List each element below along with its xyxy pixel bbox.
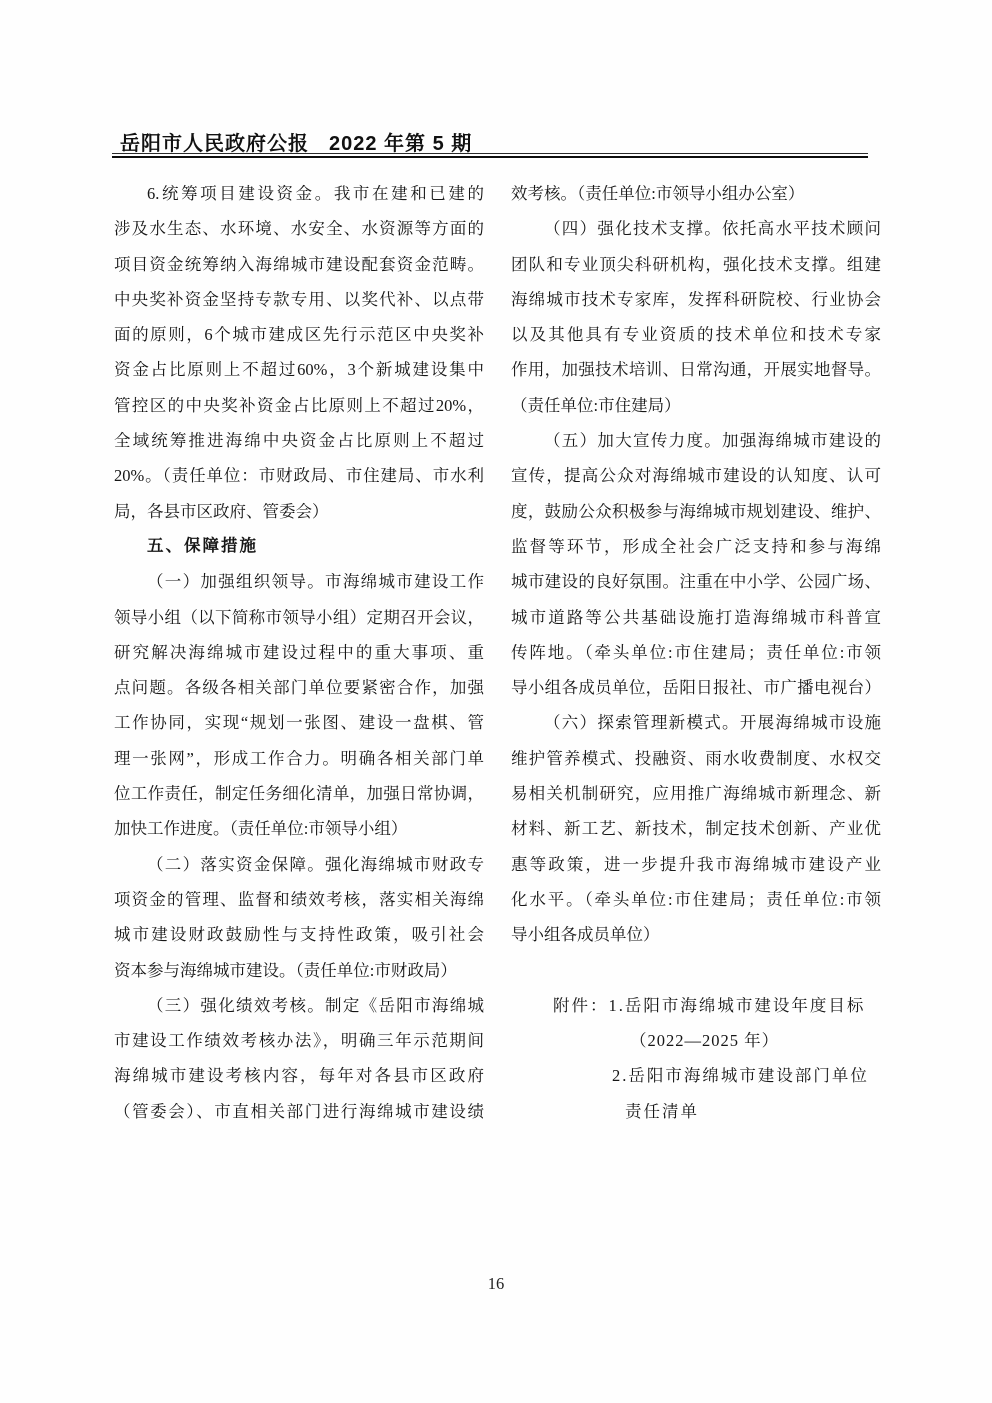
right-column [511, 176, 881, 1129]
blank-line [511, 953, 881, 988]
text-line: 理一张网”，形成工作合力。明确各相关部门单 [114, 748, 484, 768]
attachment-line: 附件：1.岳阳市海绵城市建设年度目标 [553, 995, 866, 1015]
text-line: 资金占比原则上不超过60%，3个新城建设集中 [114, 360, 484, 380]
attachment-line: （2022—2025 年） [630, 1031, 780, 1051]
text-line: 6.统筹项目建设资金。我市在建和已建的 [147, 184, 484, 203]
left-column [114, 176, 484, 1129]
attachment-line: 责任清单 [625, 1101, 699, 1121]
text-line: 项目资金统筹纳入海绵城市建设配套资金范畴。 [114, 254, 484, 274]
text-line: 局，各县市区政府、管委会） [114, 501, 329, 521]
text-line: 市建设工作绩效考核办法》，明确三年示范期间 [114, 1031, 484, 1051]
text-line: 导小组各成员单位） [511, 925, 660, 945]
text-line: 惠等政策，进一步提升我市海绵城市建设产业 [511, 854, 881, 874]
text-line: 宣传，提高公众对海绵城市建设的认知度、认可 [511, 466, 881, 486]
text-line: 工作协同，实现“规划一张图、建设一盘棋、管 [114, 713, 484, 733]
text-line: （三）强化绩效考核。制定《岳阳市海绵城 [147, 995, 484, 1015]
page-header [120, 127, 472, 156]
text-line: （管委会）、市直相关部门进行海绵城市建设绩 [114, 1101, 484, 1121]
header-rule [112, 153, 868, 158]
text-line: 全域统筹推进海绵中央资金占比原则上不超过 [114, 431, 484, 451]
text-line: 位工作责任，制定任务细化清单，加强日常协调， [114, 784, 484, 804]
text-line: （六）探索管理新模式。开展海绵城市设施 [544, 713, 881, 733]
text-line: 中央奖补资金坚持专款专用、以奖代补、以点带 [114, 289, 484, 309]
page-number: 16 [487, 1274, 505, 1293]
attachment-line: 2.岳阳市海绵城市建设部门单位 [612, 1066, 869, 1086]
text-line: 点问题。各级各相关部门单位要紧密合作，加强 [114, 678, 484, 698]
text-line: 城市建设财政鼓励性与支持性政策，吸引社会 [114, 925, 484, 945]
text-line: （四）强化技术支撑。依托高水平技术顾问 [544, 219, 881, 239]
text-line: 团队和专业顶尖科研机构，强化技术支撑。组建 [511, 254, 881, 274]
text-line: 作用，加强技术培训、日常沟通，开展实地督导。 [511, 360, 881, 380]
text-line: 管控区的中央奖补资金占比原则上不超过20%， [114, 395, 484, 415]
text-line: 导小组各成员单位，岳阳日报社、市广播电视台） [511, 678, 881, 698]
section-heading: 五、保障措施 [147, 536, 258, 555]
text-line: 以及其他具有专业资质的技术单位和技术专家 [511, 325, 881, 345]
text-line: （五）加大宣传力度。加强海绵城市建设的 [544, 431, 881, 451]
text-line: 传阵地。（牵头单位:市住建局；责任单位:市领 [511, 642, 881, 662]
text-line: 领导小组（以下简称市领导小组）定期召开会议， [114, 607, 484, 627]
text-line: 研究解决海绵城市建设过程中的重大事项、重 [114, 642, 484, 662]
issue-label: 2022 年第 5 期 [329, 133, 473, 155]
text-line: 材料、新工艺、新技术，制定技术创新、产业优 [511, 819, 881, 839]
text-line: 城市建设的良好氛围。注重在中小学、公园广场、 [511, 572, 881, 592]
text-line: 项资金的管理、监督和绩效考核，落实相关海绵 [114, 889, 484, 909]
text-line: 维护管养模式、投融资、雨水收费制度、水权交 [511, 748, 881, 768]
text-line: 海绵城市技术专家库，发挥科研院校、行业协会 [511, 289, 881, 309]
text-line: 加快工作进度。（责任单位:市领导小组） [114, 819, 408, 839]
text-line: （二）落实资金保障。强化海绵城市财政专 [147, 854, 484, 874]
text-line: 效考核。（责任单位:市领导小组办公室） [511, 184, 805, 203]
text-line: 易相关机制研究，应用推广海绵城市新理念、新 [511, 784, 881, 804]
gazette-title: 岳阳市人民政府公报 [120, 133, 309, 155]
text-line: 涉及水生态、水环境、水安全、水资源等方面的 [114, 219, 484, 239]
text-line: （责任单位:市住建局） [511, 395, 681, 415]
text-line: 化水平。（牵头单位:市住建局；责任单位:市领 [511, 889, 881, 909]
text-line: 20%。（责任单位：市财政局、市住建局、市水利 [114, 466, 484, 486]
text-line: （一）加强组织领导。市海绵城市建设工作 [147, 572, 484, 592]
text-line: 监督等环节，形成全社会广泛支持和参与海绵 [511, 536, 881, 556]
text-line: 资本参与海绵城市建设。（责任单位:市财政局） [114, 960, 457, 980]
text-line: 面的原则，6个城市建成区先行示范区中央奖补 [114, 325, 484, 345]
text-line: 度，鼓励公众积极参与海绵城市规划建设、维护、 [511, 501, 881, 521]
text-line: 海绵城市建设考核内容，每年对各县市区政府 [114, 1066, 484, 1086]
text-line: 城市道路等公共基础设施打造海绵城市科普宣 [511, 607, 881, 627]
